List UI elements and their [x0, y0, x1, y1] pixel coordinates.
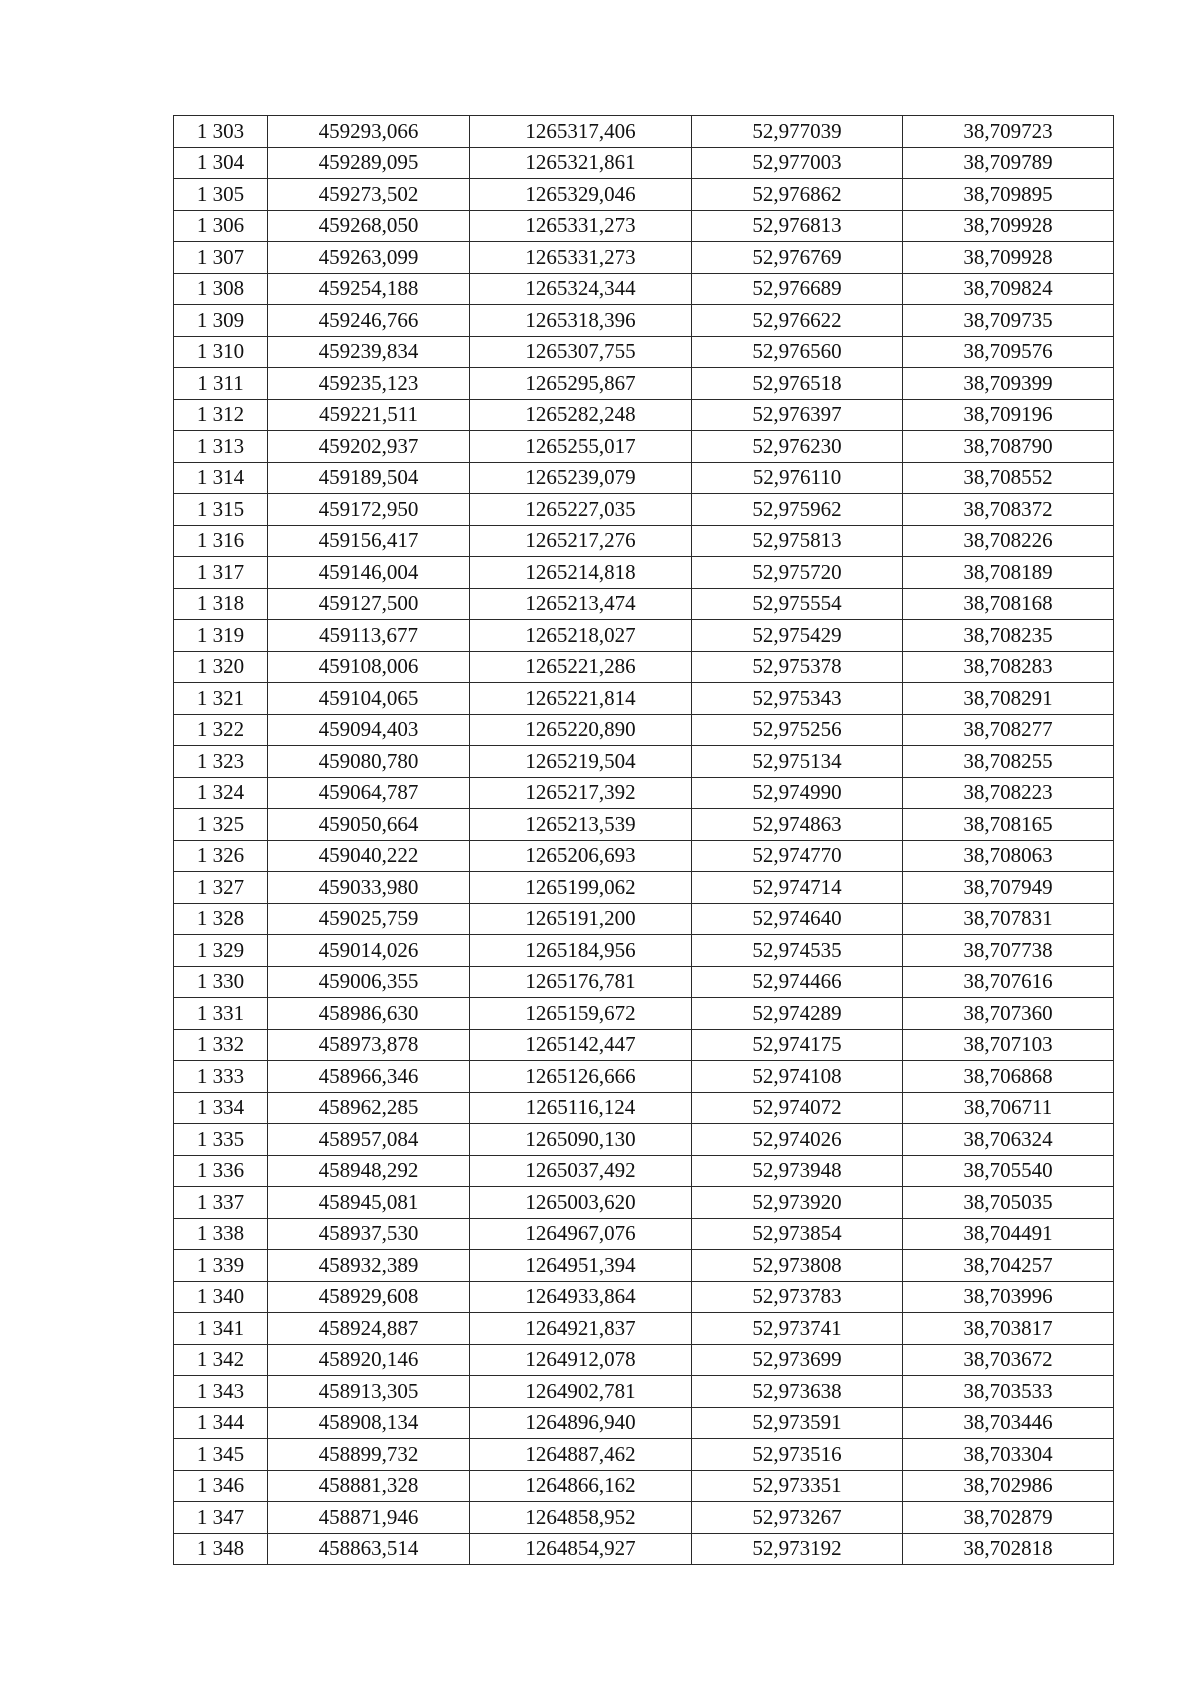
table-row — [174, 147, 1114, 179]
longitude-cell: 38,709928 — [903, 242, 1114, 274]
point-number-cell: 1 327 — [174, 872, 268, 904]
latitude-cell: 52,974863 — [692, 809, 903, 841]
y-coordinate-cell: 1265206,693 — [470, 840, 692, 872]
y-coordinate-cell: 1264933,864 — [470, 1281, 692, 1313]
latitude-cell: 52,976560 — [692, 336, 903, 368]
latitude-cell: 52,975962 — [692, 494, 903, 526]
y-coordinate-cell: 1265126,666 — [470, 1061, 692, 1093]
point-number-cell: 1 331 — [174, 998, 268, 1030]
table-row — [174, 557, 1114, 589]
point-number-cell: 1 315 — [174, 494, 268, 526]
point-number-cell: 1 340 — [174, 1281, 268, 1313]
table-row — [174, 116, 1114, 148]
y-coordinate-cell: 1265219,504 — [470, 746, 692, 778]
latitude-cell: 52,974026 — [692, 1124, 903, 1156]
latitude-cell: 52,973808 — [692, 1250, 903, 1282]
y-coordinate-cell: 1265255,017 — [470, 431, 692, 463]
latitude-cell: 52,973351 — [692, 1470, 903, 1502]
point-number-cell: 1 325 — [174, 809, 268, 841]
latitude-cell: 52,975256 — [692, 714, 903, 746]
x-coordinate-cell: 459080,780 — [268, 746, 470, 778]
y-coordinate-cell: 1265318,396 — [470, 305, 692, 337]
latitude-cell: 52,977039 — [692, 116, 903, 148]
point-number-cell: 1 304 — [174, 147, 268, 179]
x-coordinate-cell: 459289,095 — [268, 147, 470, 179]
table-row — [174, 1533, 1114, 1565]
x-coordinate-cell: 459254,188 — [268, 273, 470, 305]
latitude-cell: 52,973591 — [692, 1407, 903, 1439]
table-row — [174, 777, 1114, 809]
longitude-cell: 38,706711 — [903, 1092, 1114, 1124]
longitude-cell: 38,708283 — [903, 651, 1114, 683]
x-coordinate-cell: 459025,759 — [268, 903, 470, 935]
point-number-cell: 1 303 — [174, 116, 268, 148]
point-number-cell: 1 311 — [174, 368, 268, 400]
longitude-cell: 38,704257 — [903, 1250, 1114, 1282]
y-coordinate-cell: 1265159,672 — [470, 998, 692, 1030]
x-coordinate-cell: 459094,403 — [268, 714, 470, 746]
x-coordinate-cell: 459146,004 — [268, 557, 470, 589]
x-coordinate-cell: 459273,502 — [268, 179, 470, 211]
x-coordinate-cell: 459127,500 — [268, 588, 470, 620]
latitude-cell: 52,974770 — [692, 840, 903, 872]
y-coordinate-cell: 1265217,276 — [470, 525, 692, 557]
table-row — [174, 179, 1114, 211]
longitude-cell: 38,708255 — [903, 746, 1114, 778]
table-row — [174, 1470, 1114, 1502]
point-number-cell: 1 320 — [174, 651, 268, 683]
table-row — [174, 1344, 1114, 1376]
x-coordinate-cell: 458962,285 — [268, 1092, 470, 1124]
latitude-cell: 52,973699 — [692, 1344, 903, 1376]
latitude-cell: 52,973192 — [692, 1533, 903, 1565]
point-number-cell: 1 314 — [174, 462, 268, 494]
table-row — [174, 1155, 1114, 1187]
latitude-cell: 52,976110 — [692, 462, 903, 494]
latitude-cell: 52,976622 — [692, 305, 903, 337]
longitude-cell: 38,703817 — [903, 1313, 1114, 1345]
latitude-cell: 52,974466 — [692, 966, 903, 998]
longitude-cell: 38,709928 — [903, 210, 1114, 242]
latitude-cell: 52,975429 — [692, 620, 903, 652]
table-row — [174, 1218, 1114, 1250]
table-row — [174, 588, 1114, 620]
longitude-cell: 38,704491 — [903, 1218, 1114, 1250]
x-coordinate-cell: 459263,099 — [268, 242, 470, 274]
table-row — [174, 746, 1114, 778]
latitude-cell: 52,975554 — [692, 588, 903, 620]
latitude-cell: 52,973516 — [692, 1439, 903, 1471]
latitude-cell: 52,973854 — [692, 1218, 903, 1250]
longitude-cell: 38,707360 — [903, 998, 1114, 1030]
longitude-cell: 38,707616 — [903, 966, 1114, 998]
y-coordinate-cell: 1265331,273 — [470, 210, 692, 242]
longitude-cell: 38,707831 — [903, 903, 1114, 935]
longitude-cell: 38,708790 — [903, 431, 1114, 463]
y-coordinate-cell: 1265176,781 — [470, 966, 692, 998]
x-coordinate-cell: 458932,389 — [268, 1250, 470, 1282]
latitude-cell: 52,974072 — [692, 1092, 903, 1124]
table-row — [174, 998, 1114, 1030]
point-number-cell: 1 347 — [174, 1502, 268, 1534]
longitude-cell: 38,708226 — [903, 525, 1114, 557]
point-number-cell: 1 317 — [174, 557, 268, 589]
y-coordinate-cell: 1265324,344 — [470, 273, 692, 305]
point-number-cell: 1 336 — [174, 1155, 268, 1187]
latitude-cell: 52,974640 — [692, 903, 903, 935]
point-number-cell: 1 330 — [174, 966, 268, 998]
y-coordinate-cell: 1264921,837 — [470, 1313, 692, 1345]
table-row — [174, 903, 1114, 935]
y-coordinate-cell: 1265239,079 — [470, 462, 692, 494]
point-number-cell: 1 339 — [174, 1250, 268, 1282]
y-coordinate-cell: 1264951,394 — [470, 1250, 692, 1282]
table-row — [174, 840, 1114, 872]
y-coordinate-cell: 1265191,200 — [470, 903, 692, 935]
table-row — [174, 651, 1114, 683]
longitude-cell: 38,703672 — [903, 1344, 1114, 1376]
point-number-cell: 1 326 — [174, 840, 268, 872]
table-row — [174, 399, 1114, 431]
longitude-cell: 38,702986 — [903, 1470, 1114, 1502]
x-coordinate-cell: 459293,066 — [268, 116, 470, 148]
table-row — [174, 525, 1114, 557]
x-coordinate-cell: 458913,305 — [268, 1376, 470, 1408]
latitude-cell: 52,974535 — [692, 935, 903, 967]
latitude-cell: 52,973920 — [692, 1187, 903, 1219]
table-row — [174, 620, 1114, 652]
longitude-cell: 38,709723 — [903, 116, 1114, 148]
longitude-cell: 38,702879 — [903, 1502, 1114, 1534]
longitude-cell: 38,708223 — [903, 777, 1114, 809]
x-coordinate-cell: 459040,222 — [268, 840, 470, 872]
x-coordinate-cell: 459108,006 — [268, 651, 470, 683]
x-coordinate-cell: 459189,504 — [268, 462, 470, 494]
table-row — [174, 336, 1114, 368]
longitude-cell: 38,709399 — [903, 368, 1114, 400]
longitude-cell: 38,708168 — [903, 588, 1114, 620]
longitude-cell: 38,709576 — [903, 336, 1114, 368]
latitude-cell: 52,973267 — [692, 1502, 903, 1534]
table-row — [174, 494, 1114, 526]
longitude-cell: 38,708235 — [903, 620, 1114, 652]
table-row — [174, 305, 1114, 337]
point-number-cell: 1 310 — [174, 336, 268, 368]
longitude-cell: 38,703533 — [903, 1376, 1114, 1408]
table-row — [174, 1124, 1114, 1156]
table-row — [174, 431, 1114, 463]
y-coordinate-cell: 1264912,078 — [470, 1344, 692, 1376]
y-coordinate-cell: 1265307,755 — [470, 336, 692, 368]
latitude-cell: 52,976769 — [692, 242, 903, 274]
longitude-cell: 38,709196 — [903, 399, 1114, 431]
y-coordinate-cell: 1264902,781 — [470, 1376, 692, 1408]
longitude-cell: 38,708277 — [903, 714, 1114, 746]
latitude-cell: 52,974289 — [692, 998, 903, 1030]
latitude-cell: 52,976813 — [692, 210, 903, 242]
y-coordinate-cell: 1265282,248 — [470, 399, 692, 431]
longitude-cell: 38,703446 — [903, 1407, 1114, 1439]
x-coordinate-cell: 458881,328 — [268, 1470, 470, 1502]
y-coordinate-cell: 1265116,124 — [470, 1092, 692, 1124]
point-number-cell: 1 319 — [174, 620, 268, 652]
x-coordinate-cell: 459268,050 — [268, 210, 470, 242]
x-coordinate-cell: 458863,514 — [268, 1533, 470, 1565]
y-coordinate-cell: 1265037,492 — [470, 1155, 692, 1187]
table-row — [174, 1407, 1114, 1439]
longitude-cell: 38,706868 — [903, 1061, 1114, 1093]
latitude-cell: 52,974990 — [692, 777, 903, 809]
longitude-cell: 38,708291 — [903, 683, 1114, 715]
longitude-cell: 38,708189 — [903, 557, 1114, 589]
x-coordinate-cell: 458948,292 — [268, 1155, 470, 1187]
point-number-cell: 1 322 — [174, 714, 268, 746]
latitude-cell: 52,975720 — [692, 557, 903, 589]
point-number-cell: 1 329 — [174, 935, 268, 967]
table-row — [174, 273, 1114, 305]
x-coordinate-cell: 458986,630 — [268, 998, 470, 1030]
latitude-cell: 52,976689 — [692, 273, 903, 305]
table-row — [174, 462, 1114, 494]
table-row — [174, 210, 1114, 242]
table-row — [174, 1376, 1114, 1408]
latitude-cell: 52,976230 — [692, 431, 903, 463]
y-coordinate-cell: 1265220,890 — [470, 714, 692, 746]
x-coordinate-cell: 458966,346 — [268, 1061, 470, 1093]
latitude-cell: 52,973638 — [692, 1376, 903, 1408]
y-coordinate-cell: 1265321,861 — [470, 147, 692, 179]
y-coordinate-cell: 1264854,927 — [470, 1533, 692, 1565]
x-coordinate-cell: 458908,134 — [268, 1407, 470, 1439]
y-coordinate-cell: 1265221,814 — [470, 683, 692, 715]
y-coordinate-cell: 1264887,462 — [470, 1439, 692, 1471]
x-coordinate-cell: 459156,417 — [268, 525, 470, 557]
table-row — [174, 935, 1114, 967]
x-coordinate-cell: 459235,123 — [268, 368, 470, 400]
point-number-cell: 1 323 — [174, 746, 268, 778]
latitude-cell: 52,977003 — [692, 147, 903, 179]
longitude-cell: 38,702818 — [903, 1533, 1114, 1565]
table-row — [174, 809, 1114, 841]
table-row — [174, 1092, 1114, 1124]
point-number-cell: 1 313 — [174, 431, 268, 463]
x-coordinate-cell: 458945,081 — [268, 1187, 470, 1219]
point-number-cell: 1 344 — [174, 1407, 268, 1439]
point-number-cell: 1 341 — [174, 1313, 268, 1345]
table-row — [174, 714, 1114, 746]
table-row — [174, 1502, 1114, 1534]
point-number-cell: 1 309 — [174, 305, 268, 337]
x-coordinate-cell: 459033,980 — [268, 872, 470, 904]
y-coordinate-cell: 1265003,620 — [470, 1187, 692, 1219]
point-number-cell: 1 307 — [174, 242, 268, 274]
y-coordinate-cell: 1265227,035 — [470, 494, 692, 526]
longitude-cell: 38,708063 — [903, 840, 1114, 872]
point-number-cell: 1 328 — [174, 903, 268, 935]
table-row — [174, 1281, 1114, 1313]
point-number-cell: 1 312 — [174, 399, 268, 431]
y-coordinate-cell: 1264858,952 — [470, 1502, 692, 1534]
y-coordinate-cell: 1265184,956 — [470, 935, 692, 967]
y-coordinate-cell: 1265317,406 — [470, 116, 692, 148]
table-row — [174, 242, 1114, 274]
x-coordinate-cell: 458937,530 — [268, 1218, 470, 1250]
point-number-cell: 1 333 — [174, 1061, 268, 1093]
longitude-cell: 38,708372 — [903, 494, 1114, 526]
y-coordinate-cell: 1265331,273 — [470, 242, 692, 274]
x-coordinate-cell: 459246,766 — [268, 305, 470, 337]
x-coordinate-cell: 458929,608 — [268, 1281, 470, 1313]
x-coordinate-cell: 459172,950 — [268, 494, 470, 526]
point-number-cell: 1 308 — [174, 273, 268, 305]
y-coordinate-cell: 1265214,818 — [470, 557, 692, 589]
table-row — [174, 683, 1114, 715]
y-coordinate-cell: 1265090,130 — [470, 1124, 692, 1156]
x-coordinate-cell: 458973,878 — [268, 1029, 470, 1061]
longitude-cell: 38,703996 — [903, 1281, 1114, 1313]
y-coordinate-cell: 1265329,046 — [470, 179, 692, 211]
latitude-cell: 52,975134 — [692, 746, 903, 778]
table-row — [174, 1313, 1114, 1345]
longitude-cell: 38,703304 — [903, 1439, 1114, 1471]
table-row — [174, 966, 1114, 998]
table-row — [174, 1029, 1114, 1061]
longitude-cell: 38,706324 — [903, 1124, 1114, 1156]
longitude-cell: 38,707103 — [903, 1029, 1114, 1061]
point-number-cell: 1 318 — [174, 588, 268, 620]
longitude-cell: 38,708165 — [903, 809, 1114, 841]
y-coordinate-cell: 1265213,474 — [470, 588, 692, 620]
table-row — [174, 1439, 1114, 1471]
x-coordinate-cell: 459006,355 — [268, 966, 470, 998]
x-coordinate-cell: 459104,065 — [268, 683, 470, 715]
point-number-cell: 1 305 — [174, 179, 268, 211]
point-number-cell: 1 342 — [174, 1344, 268, 1376]
y-coordinate-cell: 1265221,286 — [470, 651, 692, 683]
latitude-cell: 52,973948 — [692, 1155, 903, 1187]
y-coordinate-cell: 1265217,392 — [470, 777, 692, 809]
x-coordinate-cell: 459064,787 — [268, 777, 470, 809]
y-coordinate-cell: 1264866,162 — [470, 1470, 692, 1502]
latitude-cell: 52,976397 — [692, 399, 903, 431]
point-number-cell: 1 345 — [174, 1439, 268, 1471]
x-coordinate-cell: 459221,511 — [268, 399, 470, 431]
longitude-cell: 38,709789 — [903, 147, 1114, 179]
latitude-cell: 52,975343 — [692, 683, 903, 715]
x-coordinate-cell: 458920,146 — [268, 1344, 470, 1376]
y-coordinate-cell: 1265213,539 — [470, 809, 692, 841]
longitude-cell: 38,709824 — [903, 273, 1114, 305]
point-number-cell: 1 332 — [174, 1029, 268, 1061]
longitude-cell: 38,708552 — [903, 462, 1114, 494]
coordinates-table — [173, 115, 1114, 1565]
table-row — [174, 1250, 1114, 1282]
point-number-cell: 1 343 — [174, 1376, 268, 1408]
latitude-cell: 52,974175 — [692, 1029, 903, 1061]
latitude-cell: 52,973783 — [692, 1281, 903, 1313]
x-coordinate-cell: 459113,677 — [268, 620, 470, 652]
x-coordinate-cell: 459050,664 — [268, 809, 470, 841]
point-number-cell: 1 321 — [174, 683, 268, 715]
point-number-cell: 1 324 — [174, 777, 268, 809]
x-coordinate-cell: 458871,946 — [268, 1502, 470, 1534]
table-row — [174, 1061, 1114, 1093]
y-coordinate-cell: 1265218,027 — [470, 620, 692, 652]
coordinates-table-body — [174, 116, 1114, 1565]
latitude-cell: 52,975378 — [692, 651, 903, 683]
longitude-cell: 38,705540 — [903, 1155, 1114, 1187]
longitude-cell: 38,705035 — [903, 1187, 1114, 1219]
y-coordinate-cell: 1264896,940 — [470, 1407, 692, 1439]
x-coordinate-cell: 458924,887 — [268, 1313, 470, 1345]
point-number-cell: 1 337 — [174, 1187, 268, 1219]
longitude-cell: 38,707949 — [903, 872, 1114, 904]
latitude-cell: 52,974108 — [692, 1061, 903, 1093]
x-coordinate-cell: 458957,084 — [268, 1124, 470, 1156]
longitude-cell: 38,709735 — [903, 305, 1114, 337]
y-coordinate-cell: 1264967,076 — [470, 1218, 692, 1250]
longitude-cell: 38,707738 — [903, 935, 1114, 967]
table-row — [174, 1187, 1114, 1219]
point-number-cell: 1 338 — [174, 1218, 268, 1250]
x-coordinate-cell: 458899,732 — [268, 1439, 470, 1471]
point-number-cell: 1 316 — [174, 525, 268, 557]
y-coordinate-cell: 1265142,447 — [470, 1029, 692, 1061]
x-coordinate-cell: 459014,026 — [268, 935, 470, 967]
point-number-cell: 1 348 — [174, 1533, 268, 1565]
longitude-cell: 38,709895 — [903, 179, 1114, 211]
x-coordinate-cell: 459202,937 — [268, 431, 470, 463]
x-coordinate-cell: 459239,834 — [268, 336, 470, 368]
y-coordinate-cell: 1265295,867 — [470, 368, 692, 400]
latitude-cell: 52,976862 — [692, 179, 903, 211]
table-row — [174, 368, 1114, 400]
point-number-cell: 1 306 — [174, 210, 268, 242]
latitude-cell: 52,974714 — [692, 872, 903, 904]
point-number-cell: 1 334 — [174, 1092, 268, 1124]
latitude-cell: 52,976518 — [692, 368, 903, 400]
point-number-cell: 1 346 — [174, 1470, 268, 1502]
latitude-cell: 52,975813 — [692, 525, 903, 557]
table-row — [174, 872, 1114, 904]
point-number-cell: 1 335 — [174, 1124, 268, 1156]
y-coordinate-cell: 1265199,062 — [470, 872, 692, 904]
latitude-cell: 52,973741 — [692, 1313, 903, 1345]
